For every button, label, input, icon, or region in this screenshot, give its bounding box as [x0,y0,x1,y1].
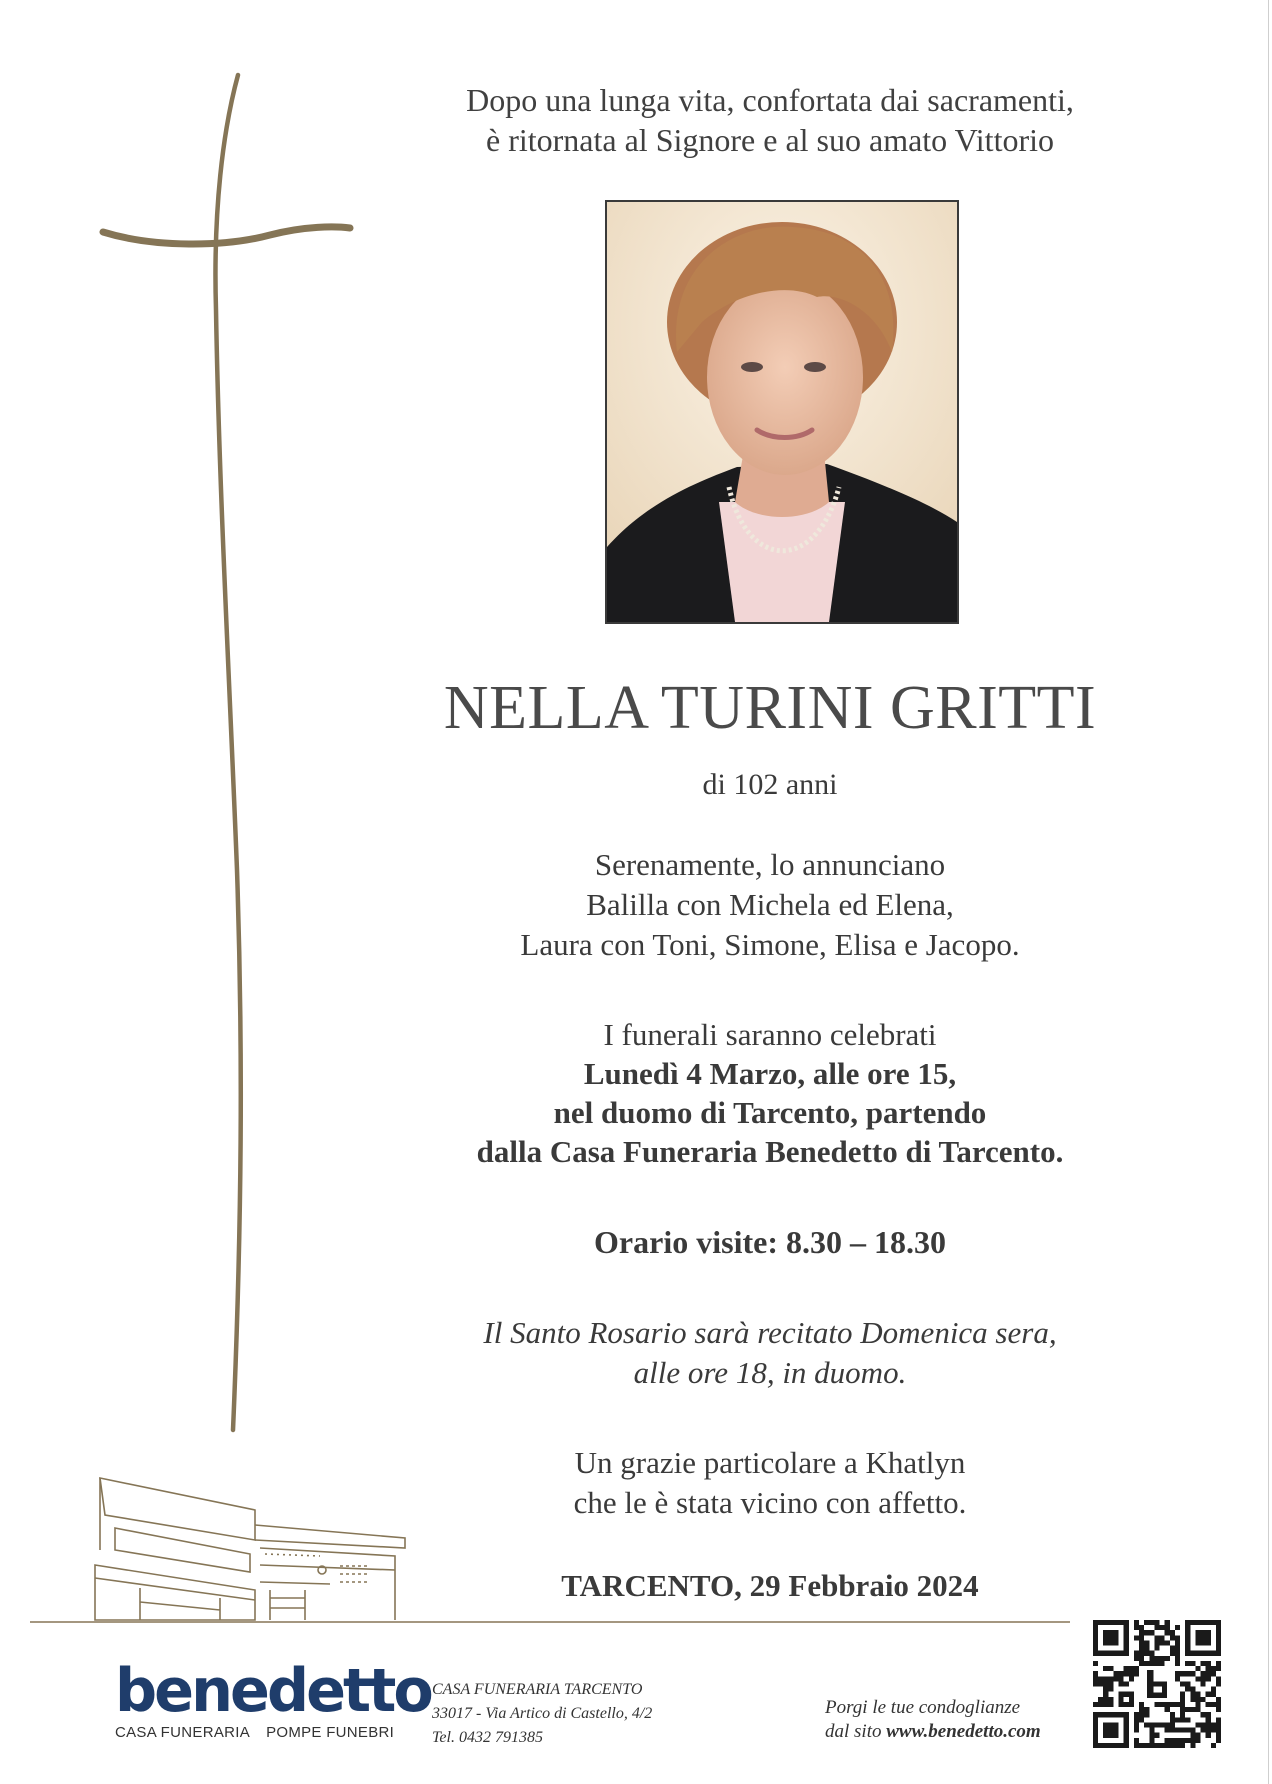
page-edge [1268,0,1269,1784]
announcement-line: Serenamente, lo annunciano [594,847,946,882]
visiting-hours: Orario visite: 8.30 – 18.30 [594,1224,946,1260]
rosary-line: Il Santo Rosario sarà recitato Domenica sera, [483,1315,1057,1350]
benedetto-logo [115,1656,437,1741]
logo-tag-funeral-services: POMPE FUNEBRI [266,1724,395,1741]
thanks-line: che le è stata vicino con affetto. [573,1485,967,1520]
condolences-note [825,1696,1041,1744]
logo-tag-funeral-home: CASA FUNERARIA [115,1724,251,1741]
announcement-text [390,845,1150,965]
portrait-photo [605,200,959,624]
funeral-details [390,1015,1150,1171]
place-date: TARCENTO, 29 Febbraio 2024 [561,1568,979,1603]
logo-tagline [115,1724,437,1741]
funeral-line: Lunedì 4 Marzo, alle ore 15, [583,1056,957,1091]
logo-wordmark: benedetto [115,1656,431,1726]
rosary-text [390,1313,1150,1393]
rosary-line: alle ore 18, in duomo. [633,1355,907,1390]
announcement-line: Balilla con Michela ed Elena, [586,887,954,922]
funeral-home-address [432,1678,652,1750]
condolences-line: Porgi le tue condoglianze [825,1697,1021,1718]
website-link[interactable]: www.benedetto.com [886,1721,1041,1742]
condolences-prefix: dal sito [825,1721,887,1742]
condolences-line [825,1720,1041,1744]
address-line: CASA FUNERARIA TARCENTO [432,1681,643,1698]
address-phone: Tel. 0432 791385 [432,1729,543,1746]
funeral-line: nel duomo di Tarcento, partendo [553,1095,987,1130]
building-illustration-icon [30,1470,1075,1640]
intro-line: Dopo una lunga vita, confortata dai sacramenti, [466,82,1074,118]
funeral-line: I funerali saranno celebrati [603,1017,937,1052]
cross-icon [95,70,355,1440]
deceased-name: NELLA TURINI GRITTI [443,674,1097,742]
thanks-line: Un grazie particolare a Khatlyn [574,1445,966,1480]
intro-text [390,80,1150,160]
funeral-line: dalla Casa Funeraria Benedetto di Tarcento. [476,1134,1064,1169]
address-line: 33017 - Via Artico di Castello, 4/2 [432,1705,653,1722]
intro-line: è ritornata al Signore e al suo amato Vittorio [486,122,1054,158]
announcement-line: Laura con Toni, Simone, Elisa e Jacopo. [520,927,1020,962]
qr-code-icon[interactable] [1093,1620,1221,1748]
deceased-age: di 102 anni [702,768,838,801]
